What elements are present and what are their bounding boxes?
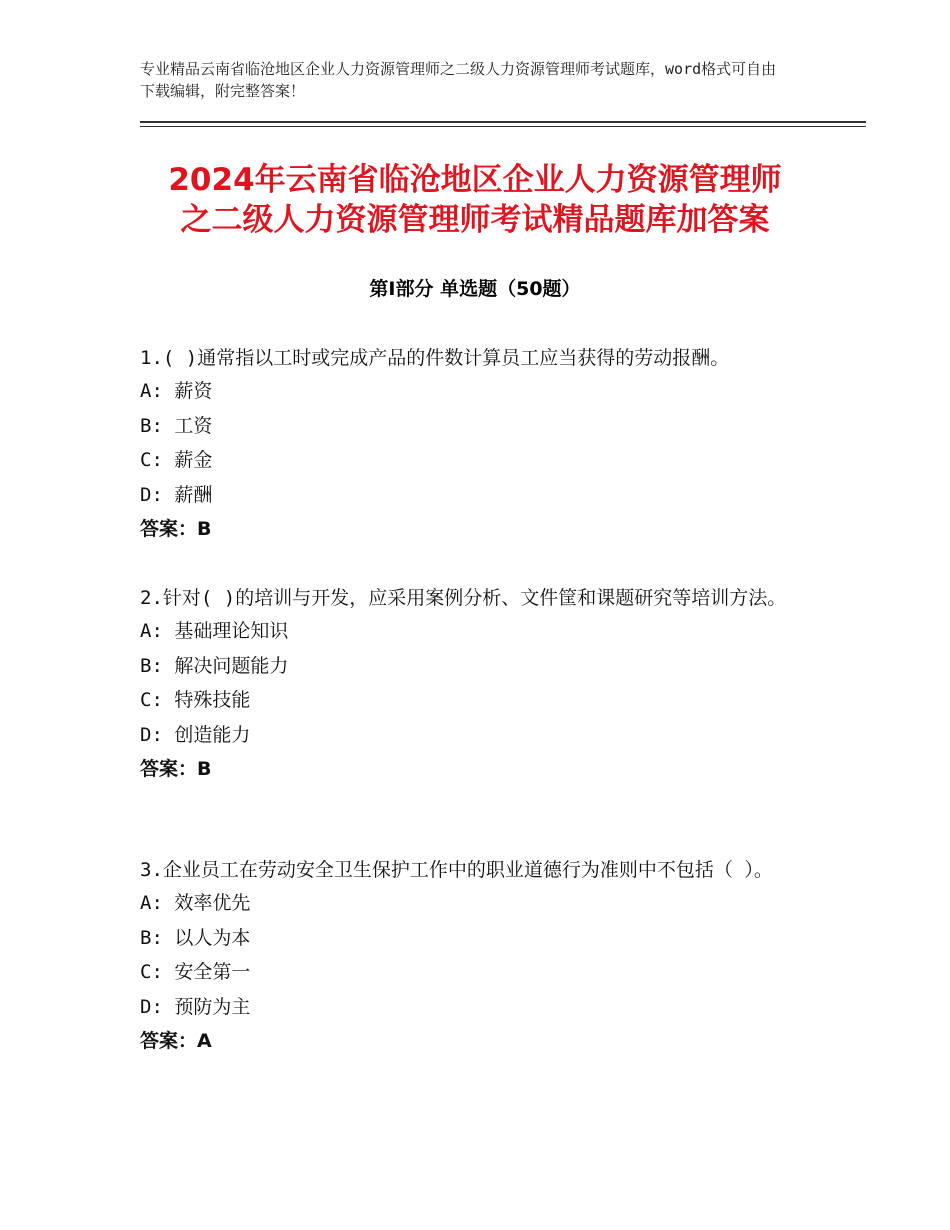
question-stem: 3.企业员工在劳动安全卫生保护工作中的职业道德行为准则中不包括（ ）。 (140, 859, 773, 881)
header-divider-thin (140, 126, 866, 127)
header-note: 专业精品云南省临沧地区企业人力资源管理师之二级人力资源管理师考试题库，word格式可自由下载编辑，附完整答案！ (140, 60, 777, 100)
option-b: B: 解决问题能力 (140, 654, 289, 677)
answer: 答案：A (140, 1030, 212, 1052)
option-d: D: 薪酬 (140, 483, 213, 506)
question-1 (140, 342, 810, 546)
option-b: B: 工资 (140, 414, 213, 437)
option-b: B: 以人为本 (140, 926, 251, 949)
title-line-1: 2024年云南省临沧地区企业人力资源管理师 (168, 162, 782, 198)
option-c: C: 安全第一 (140, 961, 251, 983)
option-a: A: 基础理论知识 (140, 620, 289, 642)
answer: 答案：B (140, 758, 212, 780)
option-a: A: 效率优先 (140, 892, 251, 914)
option-c: C: 特殊技能 (140, 689, 251, 711)
document-title (100, 160, 850, 240)
option-c: C: 薪金 (140, 449, 213, 471)
answer: 答案：B (140, 518, 212, 540)
option-d: D: 预防为主 (140, 995, 251, 1018)
question-stem: 2.针对( )的培训与开发，应采用案例分析、文件筐和课题研究等培训方法。 (140, 587, 787, 609)
header-divider-thick (140, 121, 866, 123)
title-line-2: 之二级人力资源管理师考试精品题库加答案 (180, 202, 770, 238)
section-title: 第Ⅰ部分 单选题（50题） (369, 278, 581, 300)
option-a: A: 薪资 (140, 380, 213, 402)
question-stem: 1.( )通常指以工时或完成产品的件数计算员工应当获得的劳动报酬。 (140, 347, 730, 369)
question-2 (140, 582, 810, 786)
option-d: D: 创造能力 (140, 723, 251, 746)
question-3 (140, 854, 810, 1058)
